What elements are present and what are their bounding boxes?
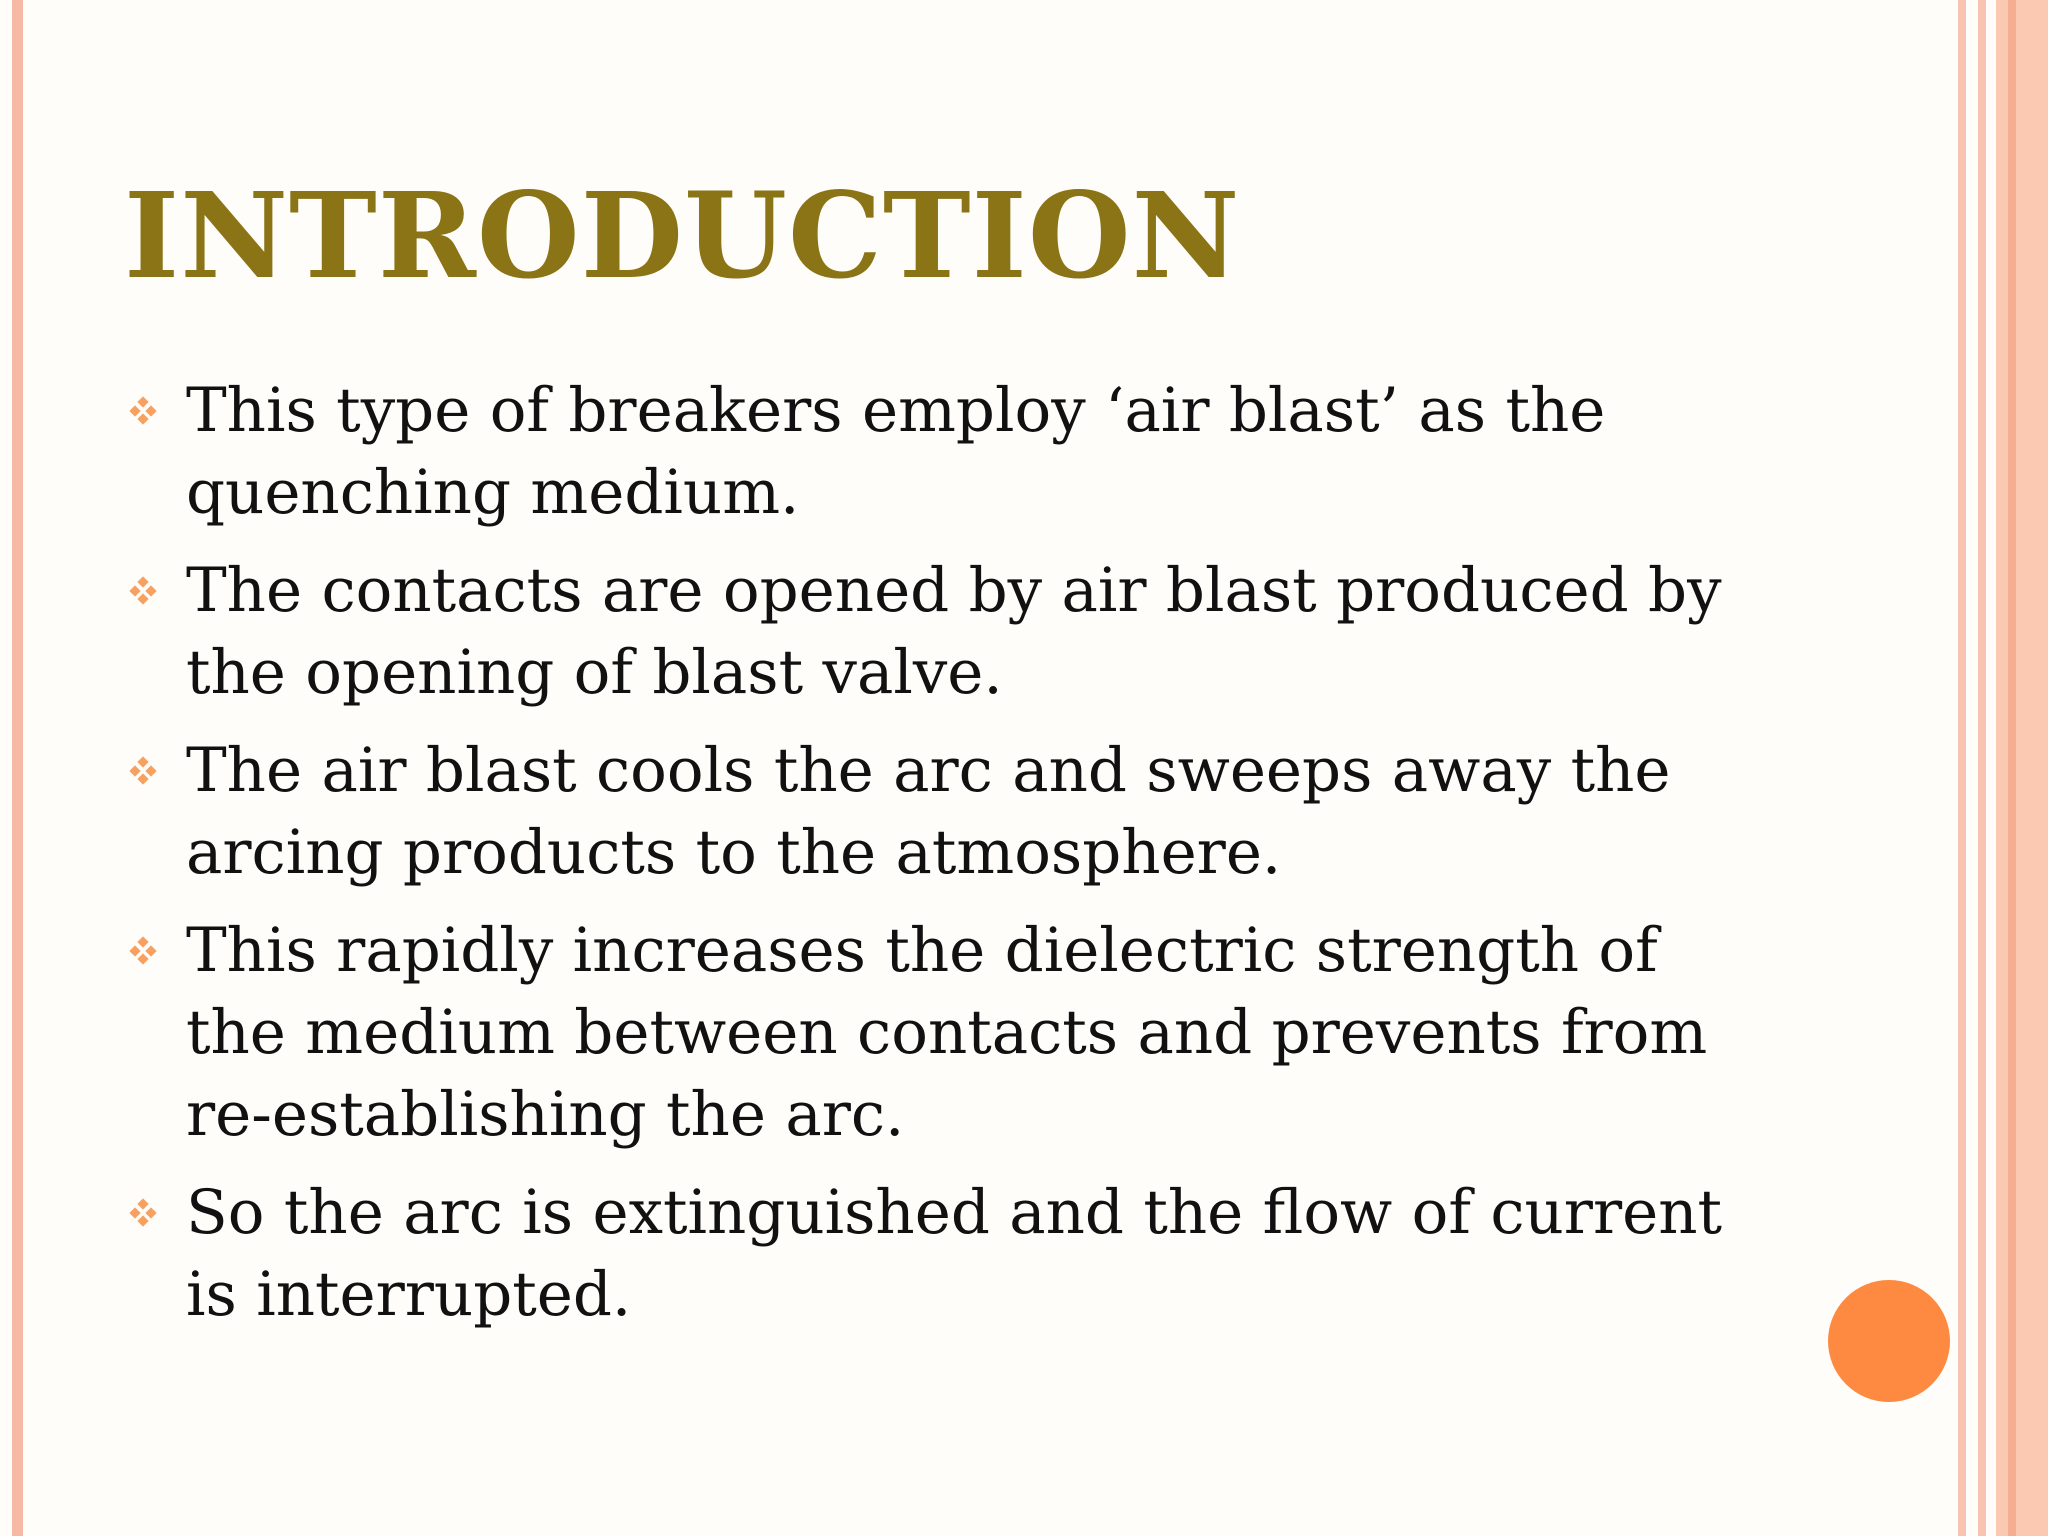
bullet-text: The air blast cools the arc and sweeps away the arcing products to the atmosphere. [186,735,1671,888]
bullet-item [124,730,1764,894]
orange-circle-decoration [1828,1280,1950,1402]
bullet-item [124,1172,1764,1336]
four-diamond-bullet-icon [128,396,158,426]
right-border-band [1996,0,2048,1536]
bullet-text: This rapidly increases the dielectric strength of the medium between contacts and prevents from re-establishing the arc. [186,915,1708,1150]
left-border-stripe [12,0,23,1536]
bullet-item [124,550,1764,714]
right-border-stripe [1958,0,1966,1536]
four-diamond-bullet-icon [128,936,158,966]
slide-title: INTRODUCTION [124,166,1241,305]
bullet-text: The contacts are opened by air blast produced by the opening of blast valve. [186,555,1722,708]
bullet-item [124,370,1764,534]
four-diamond-bullet-icon [128,1198,158,1228]
four-diamond-bullet-icon [128,576,158,606]
right-border-band-line [2008,0,2016,1536]
bullet-text: This type of breakers employ ‘air blast’ as the quenching medium. [186,375,1606,528]
four-diamond-bullet-icon [128,756,158,786]
bullet-item [124,910,1764,1156]
bullet-text: So the arc is extinguished and the flow of current is interrupted. [186,1177,1723,1330]
right-border-stripe [1978,0,1986,1536]
bullet-list [124,370,1764,1352]
